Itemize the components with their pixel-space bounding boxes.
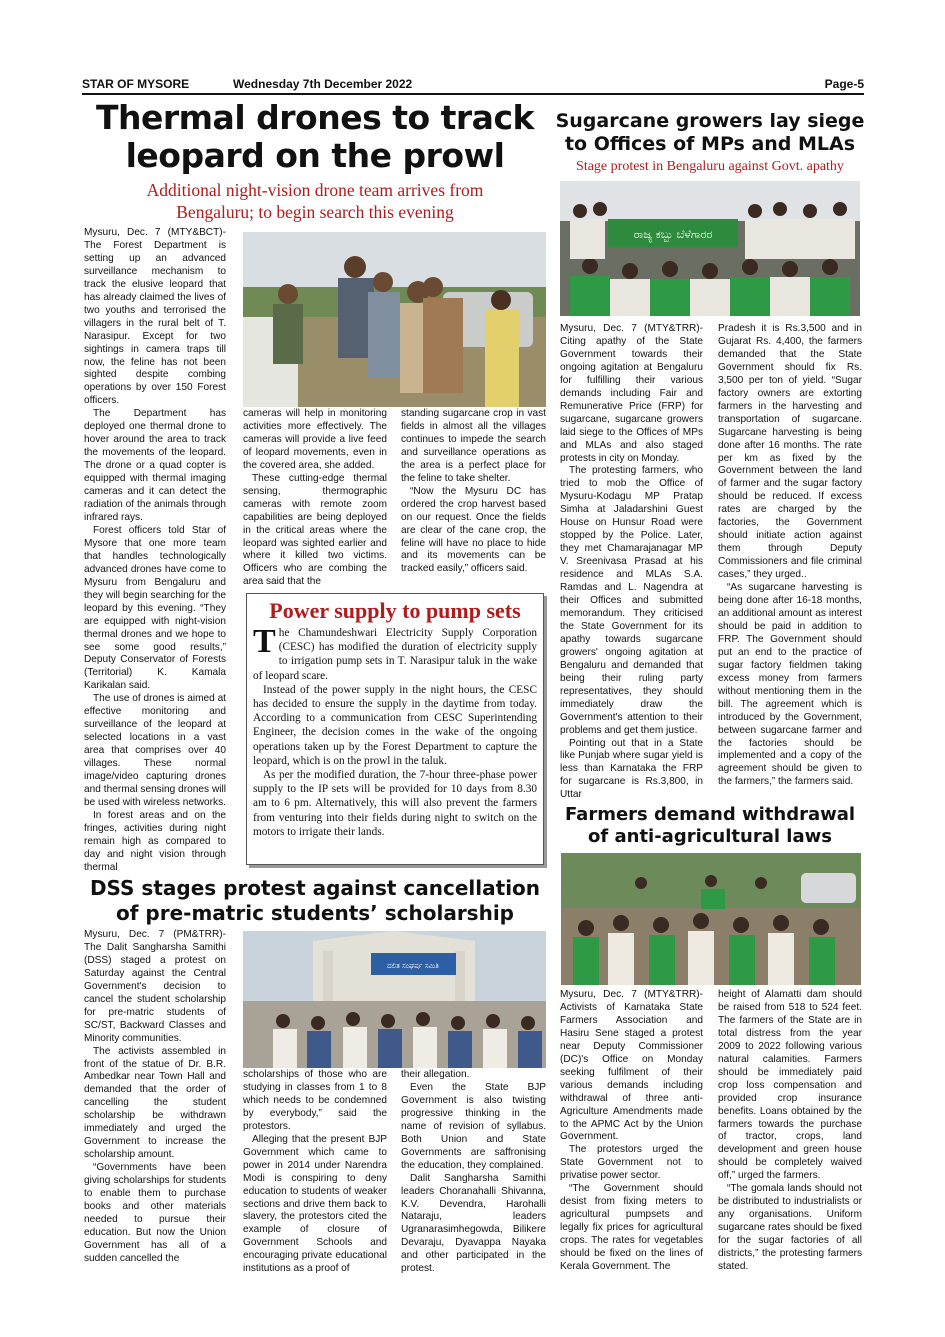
drone-team-photo-illustration [243,232,546,407]
story1-subhead: Additional night-vision drone team arrives from Bengaluru; to begin search this evening [146,180,484,222]
story2-subhead: Stage protest in Bengaluru against Govt. apathy [576,159,844,174]
story3-column-2: scholarships of those who are studying in classes from 1 to 8 which needs to be condemned by everybody,” said the protestors. Alleging that the present BJP Government which came to power in 2014 under Narendra Modi is conspiring to deny education to students of weaker sections and drive them back to slavery, the protestors cited the example of closure of Government Schools and encouraging private educational institutions as a proof of [243,1069,387,1275]
masthead-rule [82,93,864,95]
issue-date: Wednesday 7th December 2022 [233,77,413,91]
dss-banner-text: ದಲಿತ ಸಂಘರ್ಷ ಸಮಿತಿ [387,962,439,970]
story1-column-1: Mysuru, Dec. 7 (MTY&BCT)- The Forest Department is setting up an advanced surveillance mechanism to track the elusive leopard that has already claimed the lives of two youths and terrorised the villagers in the rural belt of T. Narasipur. Except for two sightings in camera traps till now, the feline has not been sighted despite combing operations by over 150 Forest officers. The Department has deployed one thermal drone to hover around the area to track the movements of the leopard. The drone or a quad copter is equipped with thermal imaging cameras and it can detect the radiation of the animals through infrared rays. Forest officers told Star of Mysore that one more team that handles technologically advanced drones have come to Mysuru from Bengaluru and they will begin searching for the leopard by this evening. “They are equipped with night-vision thermal drones and we hope to see some good results,” Deputy Conservator of Forests (Territorial) K. Kamala Karikalan said. The use of drones is aimed at effective monitoring and surveillance of the leopard at selected locations in a vast area that comprises over 40 villages. These normal image/video capturing drones and thermal sensing drones will be used with wireless networks. In forest areas and on the fringes, activities during night remain high as compared to day and night vision through thermal [84,227,226,873]
story4-headline: Farmers demand withdrawal of anti-agricultural laws [564,804,856,847]
story3-column-3: their allegation. Even the State BJP Government is also twisting progressive thinking in the name of revision of syllabus. Both Union and State Governments are saffronising the education, they complained. Dalit Sangharsha Samithi leaders Choranahalli Shivanna, K.V. Devendra, Harohalli Nataraju, leaders Ugranarasimhegowda, Bilikere Devaraju, Dyavappa Nayaka and other participated in the protest. [401,1069,546,1275]
newspaper-name: STAR OF MYSORE [82,77,190,91]
sugarcane-protest-photo [560,181,860,316]
power-supply-headline: Power supply to pump sets [269,598,521,623]
drop-cap: T [253,623,276,660]
story1-column-2: cameras will help in monitoring activities more effectively. The cameras will provide a live feed of leopard movements, even in the covered area, she added. These cutting-edge thermal sensing, thermographic cameras with remote zoom capabilities are being deployed in the critical areas where the leopard was sighted earlier and where it killed two victims. Officers who are combing the area said that the [243,408,387,588]
farmers-protest-photo [561,853,861,985]
dss-protest-photo [243,931,546,1068]
power-supply-box [246,593,544,865]
story3-column-1: Mysuru, Dec. 7 (PM&TRR)- The Dalit Sangharsha Samithi (DSS) staged a protest on Saturday against the Central Government's decision to cancel the student scholarship for pre-matric students of SC/ST, Backward Classes and Minority communities. The activists assembled in front of the statue of Dr. B.R. Ambedkar near Town Hall and demanded that the order of cancelling the student scholarship be withdrawn immediately and urged the Government to increase the scholarship amount. “Governments have been giving scholarships for students to enable them to purchase books and other materials needed to pursue their education. But now the Union Government has all of a sudden cancelled the [84,929,226,1264]
power-supply-body: The Chamundeshwari Electricity Supply Corporation (CESC) has modified the duration of electricity supply to irrigation pump sets in T. Narasipur taluk in the wake of leopard scare. Instead of the power supply in the night hours, the CESC has decided to ensure the supply in the daytime from today. According to a communication from CESC Superintending Engineer, the decision comes in the wake of the ongoing operations taken up by the Forest Department to capture the leopard, which is on the prowl in the taluk. As per the modified duration, the 7-hour three-phase power supply to the IP sets will be provided for 10 days from 8.30 am to 6 pm. Alternatively, this will also prevent the farmers from venturing into their fields during night to switch on the motors to irrigate their lands. [253,623,537,838]
story3-headline: DSS stages protest against cancellation of pre-matric students’ scholarship [89,876,541,925]
story4-column-2: height of Alamatti dam should be raised from 518 to 524 feet. The farmers of the State are in total distress from the year 2009 to 2022 following various natural calamities. Farmers should be immediately paid crop loss compensation and provided crop insurance benefits. Loans obtained by the farmers towards the purchase of tractor, crops, land development and green house should be completely waived off,” urged the farmers. “The gomala lands should not be distributed to industrialists or any organisations. Uniform sugarcane rates should be fixed for the sugar factories of all districts,” the protesting farmers stated. [718,989,862,1273]
story4-column-1: Mysuru, Dec. 7 (MTY&TRR)- Activists of Karnataka State Farmers Association and Hasiru Sene staged a protest near Deputy Commissioner (DC)'s Office on Monday seeking fulfilment of their various demands including withdrawal of three anti-Agriculture Amendments made to the APMC Act by the Union Government. The protestors urged the State Government not to privatise power sector. “The Government should desist from fixing meters to agricultural pumpsets and legally fix prices for agricultural crops. The rates for vegetables should be fixed on the lines of Kerala Government. The [560,989,703,1273]
story2-column-2: Pradesh it is Rs.3,500 and in Gujarat Rs. 4,400, the farmers demanded that the State Government should fix Rs. 3,500 per ton of yield. “Sugar factory owners are extorting farmers in the harvesting and transportation of sugarcane. Sugarcane harvesting is being done after 16 months. The rate per km as fixed by the Government between the land of farmer and the sugar factory should be reduced. If excess rates are charged by the factories, the Government should initiate action against them through Deputy Commissioners and file criminal cases,” they urged.. “As sugarcane harvesting is being done after 16-18 months, an additional amount as interest should be paid in addition to FRP. The Government should put an end to the practice of sugar factory fieldmen taking excess money from farmers without mentioning them in the bill. The agreement which is introduced by the Government, between sugarcane farmer and the factories should be implemented and a copy of the agreement should be given to the farmers,” the farmers said. [718,323,862,788]
drone-team-photo [243,232,546,407]
story2-column-1: Mysuru, Dec. 7 (MTY&TRR)- Citing apathy of the State Government towards their ongoing agitation at Bengaluru for fulfilling their various demands including Fair and Remunerative Price (FRP) for sugarcane, sugarcane growers laid siege to the Offices of MPs and MLAs and also staged protests in city on Monday. The protesting farmers, who tried to mob the Office of Mysuru-Kodagu MP Pratap Simha at Jaladarshini Guest House on Hunsur Road were stopped by the Police. Later, they met Chamarajanagar MP V. Sreenivasa Prasad at his residence and MLAs S.A. Ramdas and L. Nagendra at their Offices and submitted memorandum. They criticised the State Government for its apathy towards sugarcane growers' ongoing agitation at Bengaluru and demanded that being their ruling party representatives, they should immediately draw the Government's attention to their problems and get them justice. Pointing out that in a State like Punjab where sugar yield is less than Karnataka the FRP for sugarcane is Rs.3,800, in Uttar [560,323,703,801]
story2-headline: Sugarcane growers lay siege to Offices of MPs and MLAs [555,110,865,155]
sugarcane-banner-text: ರಾಜ್ಯ ಕಬ್ಬು ಬೆಳೆಗಾರರ [633,228,713,241]
story1-headline: Thermal drones to track leopard on the prowl [96,98,534,175]
story1-column-3: standing sugarcane crop in vast fields in almost all the villages continues to impede the search and surveillance operations as the area is a perfect place for the feline to take shelter. “Now the Mysuru DC has ordered the crop harvest based on our request. Once the fields are clear of the cane crop, the feline will have no place to hide and its movements can be tracked easily,” officers said. [401,408,546,575]
page-number: Page-5 [824,77,864,91]
